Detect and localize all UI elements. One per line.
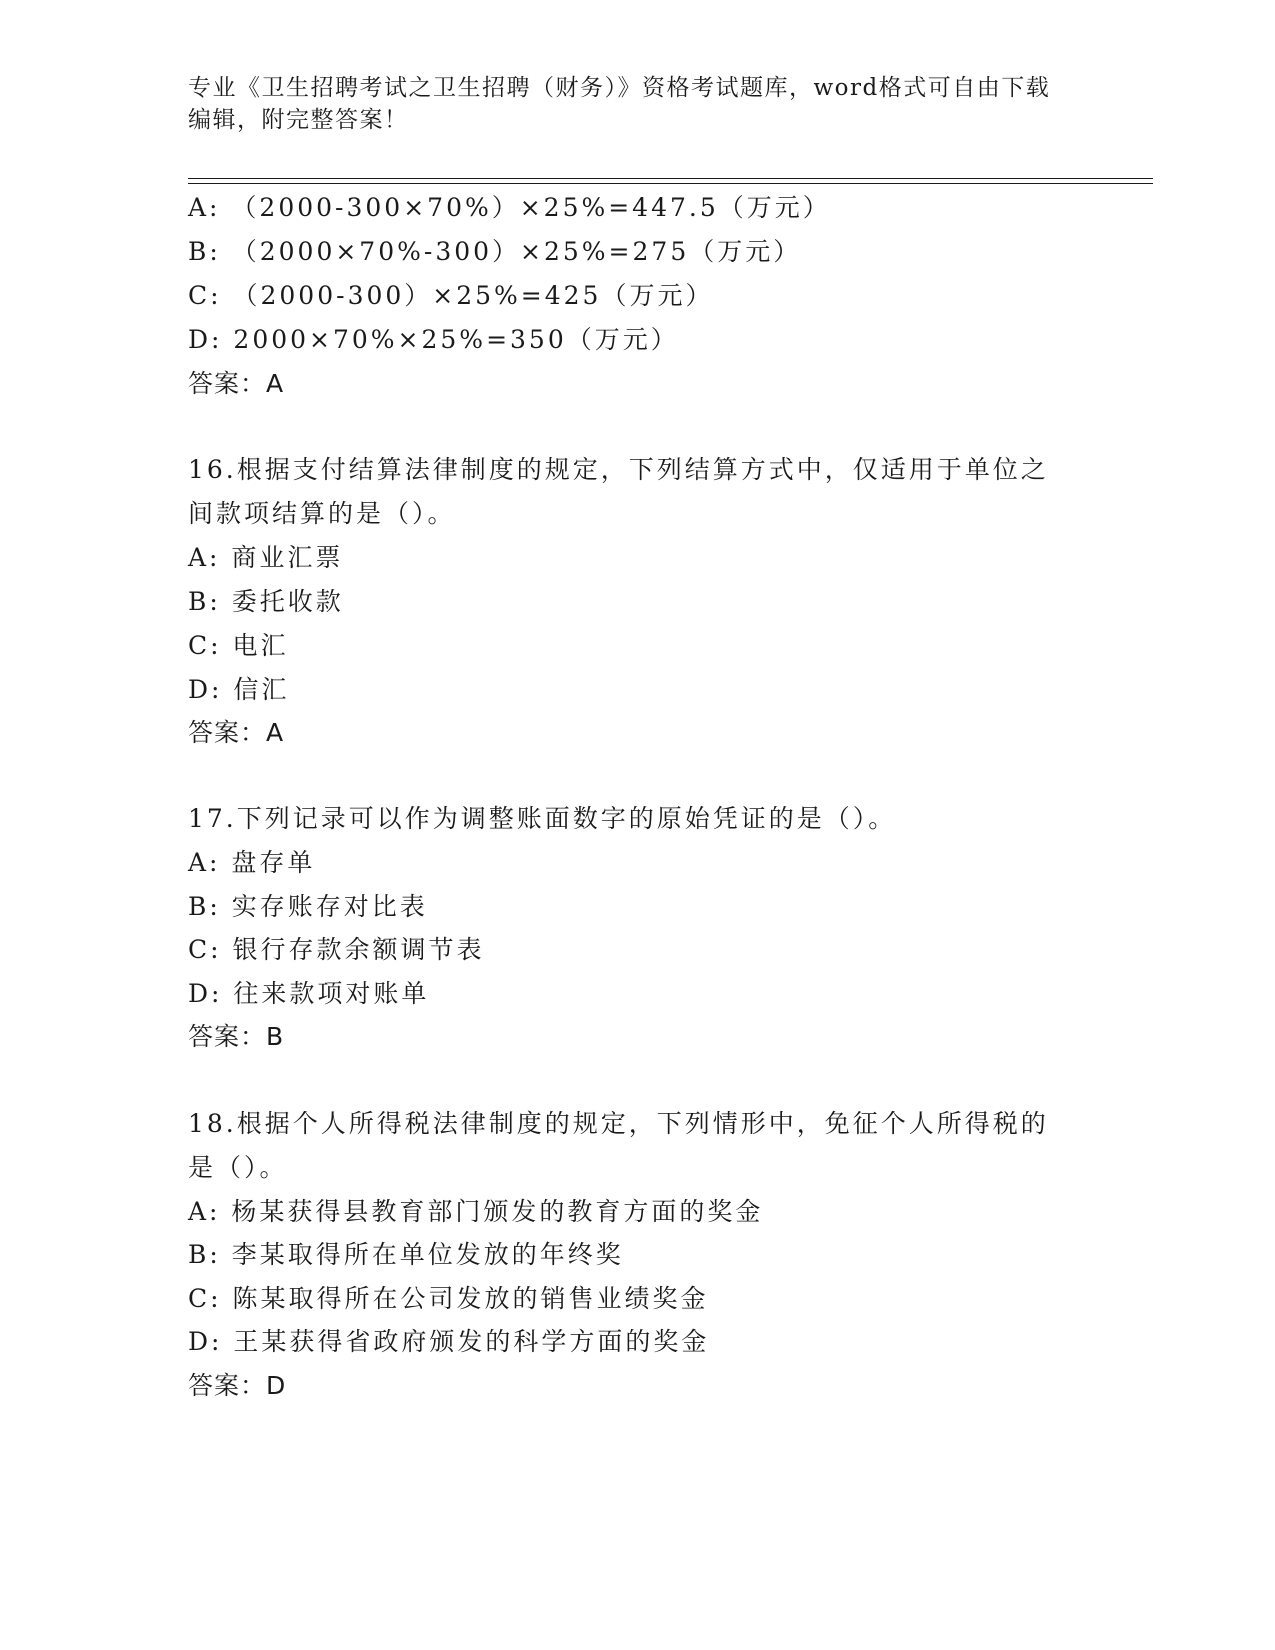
q18-option-a: A: 杨某获得县教育部门颁发的教育方面的奖金 bbox=[188, 1197, 764, 1226]
q16-option-d: D: 信汇 bbox=[188, 675, 290, 704]
q16-stem-line-2: 间款项结算的是（）。 bbox=[188, 499, 456, 528]
q17-option-d: D: 往来款项对账单 bbox=[188, 979, 430, 1008]
q17-option-c: C: 银行存款余额调节表 bbox=[188, 935, 485, 964]
q15-option-a: A: （2000-300×70%）×25%=447.5（万元） bbox=[188, 193, 831, 222]
q18-answer: 答案：D bbox=[188, 1371, 287, 1400]
q18-option-b: B: 李某取得所在单位发放的年终奖 bbox=[188, 1240, 624, 1269]
q18-stem-line-1: 18.根据个人所得税法律制度的规定，下列情形中，免征个人所得税的 bbox=[188, 1109, 1049, 1138]
q18-option-d: D: 王某获得省政府颁发的科学方面的奖金 bbox=[188, 1327, 710, 1356]
q15-answer: 答案：A bbox=[188, 369, 285, 398]
q16-option-b: B: 委托收款 bbox=[188, 587, 344, 616]
header-divider-top bbox=[188, 178, 1153, 179]
q15-option-c: C: （2000-300）×25%=425（万元） bbox=[188, 281, 714, 310]
q17-option-a: A: 盘存单 bbox=[188, 848, 316, 877]
q16-stem-line-1: 16.根据支付结算法律制度的规定，下列结算方式中，仅适用于单位之 bbox=[188, 455, 1049, 484]
q18-option-c: C: 陈某取得所在公司发放的销售业绩奖金 bbox=[188, 1284, 709, 1313]
header-line-1: 专业《卫生招聘考试之卫生招聘（财务）》资格考试题库，word格式可自由下载 bbox=[188, 75, 1051, 101]
q17-answer: 答案：B bbox=[188, 1022, 285, 1051]
header-divider-bottom bbox=[188, 183, 1153, 184]
q15-option-b: B: （2000×70%-300）×25%=275（万元） bbox=[188, 237, 802, 266]
q16-option-c: C: 电汇 bbox=[188, 631, 289, 660]
document-header bbox=[188, 72, 1078, 136]
q16-answer: 答案：A bbox=[188, 718, 285, 747]
q17-option-b: B: 实存账存对比表 bbox=[188, 892, 428, 921]
header-line-2: 编辑，附完整答案！ bbox=[188, 107, 409, 133]
q16-option-a: A: 商业汇票 bbox=[188, 543, 344, 572]
q18-stem-line-2: 是（）。 bbox=[188, 1153, 288, 1182]
q15-option-d: D: 2000×70%×25%=350（万元） bbox=[188, 325, 679, 354]
q17-stem-line-1: 17.下列记录可以作为调整账面数字的原始凭证的是（）。 bbox=[188, 804, 897, 833]
